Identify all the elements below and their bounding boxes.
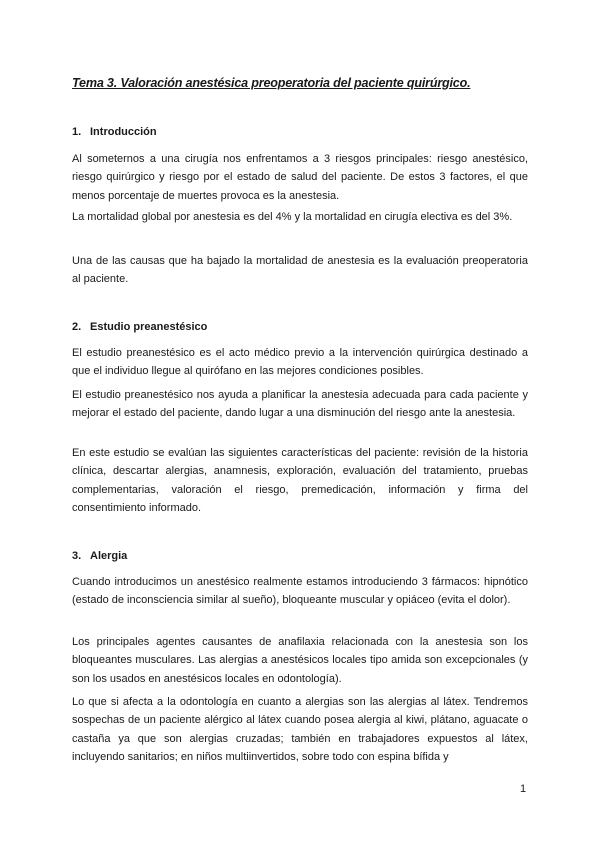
document-title: Tema 3. Valoración anestésica preoperatoria del paciente quirúrgico. [72, 76, 471, 90]
section-title: Estudio preanestésico [90, 321, 208, 333]
paragraph: Cuando introducimos un anestésico realmente estamos introduciendo 3 fármacos: hipnótico (estado de inconsciencia similar al sueño), bloqueante muscular y opiáceo (evita el dolor). [72, 576, 528, 607]
paragraph: El estudio preanestésico es el acto médico previo a la intervención quirúrgica destinado a que el individuo llegue al quirófano en las mejores condiciones posibles. [72, 347, 528, 378]
section-number: 2. [72, 321, 82, 333]
section-heading-alergia [72, 550, 127, 562]
section-number: 3. [72, 550, 82, 562]
paragraph: Los principales agentes causantes de anafilaxia relacionada con la anestesia son los bloqueantes musculares. Las alergias a anestésicos locales tipo amida son excepcionales (y son los usados en anestésicos locales en odontología). [72, 636, 528, 685]
paragraph: Una de las causas que ha bajado la mortalidad de anestesia es la evaluación preoperatoria al paciente. [72, 255, 528, 286]
paragraph: En este estudio se evalúan las siguientes características del paciente: revisión de la historia clínica, descartar alergias, anamnesis, exploración, evaluación del tratamiento, pruebas complementarias, valoración el riesgo, premedicación, información y firma del consentimiento informado. [72, 447, 528, 515]
section-title: Introducción [90, 126, 157, 138]
section-heading-introduccion [72, 126, 157, 138]
paragraph: Al someternos a una cirugía nos enfrentamos a 3 riesgos principales: riesgo anestésico, riesgo quirúrgico y riesgo por el estado de salud del paciente. De estos 3 factores, el que menos porcentaje de muertes provoca es la anestesia. [72, 153, 528, 202]
page-number: 1 [520, 783, 527, 795]
paragraph: El estudio preanestésico nos ayuda a planificar la anestesia adecuada para cada paciente y mejorar el estado del paciente, dando lugar a una disminución del riesgo ante la anestesia. [72, 389, 528, 420]
paragraph: La mortalidad global por anestesia es del 4% y la mortalidad en cirugía electiva es del 3%. [72, 211, 513, 223]
paragraph: Lo que si afecta a la odontología en cuanto a alergias son las alergias al látex. Tendremos sospechas de un paciente alérgico al látex cuando posea alergia al kiwi, plátano, aguacate o castaña ya que son alergias cruzadas; también en trabajadores expuestos al látex, incluyendo sanitarios; en niños multiinvertidos, sobre todo con espina bífida y [72, 696, 528, 764]
section-title: Alergia [90, 550, 128, 562]
section-heading-estudio-preanestesico [72, 321, 207, 333]
section-number: 1. [72, 126, 82, 138]
